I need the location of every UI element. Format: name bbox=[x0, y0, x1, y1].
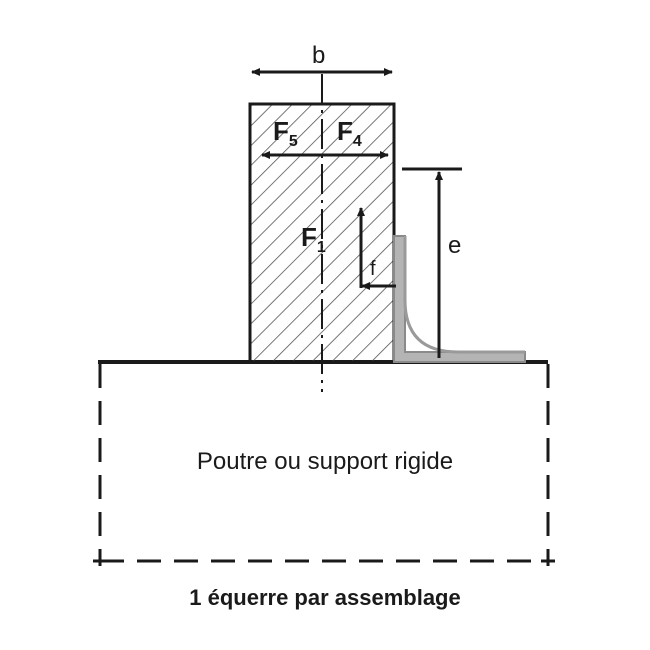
label-caption: 1 équerre par assemblage bbox=[189, 585, 461, 610]
label-beam-text: Poutre ou support rigide bbox=[196, 448, 454, 475]
label-force-F1-subscript: 1 bbox=[316, 239, 326, 257]
label-b: b bbox=[312, 42, 326, 69]
angle-bracket-fillet bbox=[405, 236, 525, 352]
label-force-F1 bbox=[301, 222, 326, 257]
label-force-F4-base: F bbox=[337, 116, 353, 146]
label-f: f bbox=[370, 258, 376, 280]
label-force-F5-subscript: 5 bbox=[288, 133, 298, 151]
label-e: e bbox=[448, 232, 462, 259]
label-force-F4-subscript: 4 bbox=[352, 133, 362, 151]
label-force-F4 bbox=[337, 116, 362, 151]
label-force-F5 bbox=[273, 116, 298, 151]
label-force-F1-base: F bbox=[301, 222, 317, 252]
label-force-F5-base: F bbox=[273, 116, 289, 146]
